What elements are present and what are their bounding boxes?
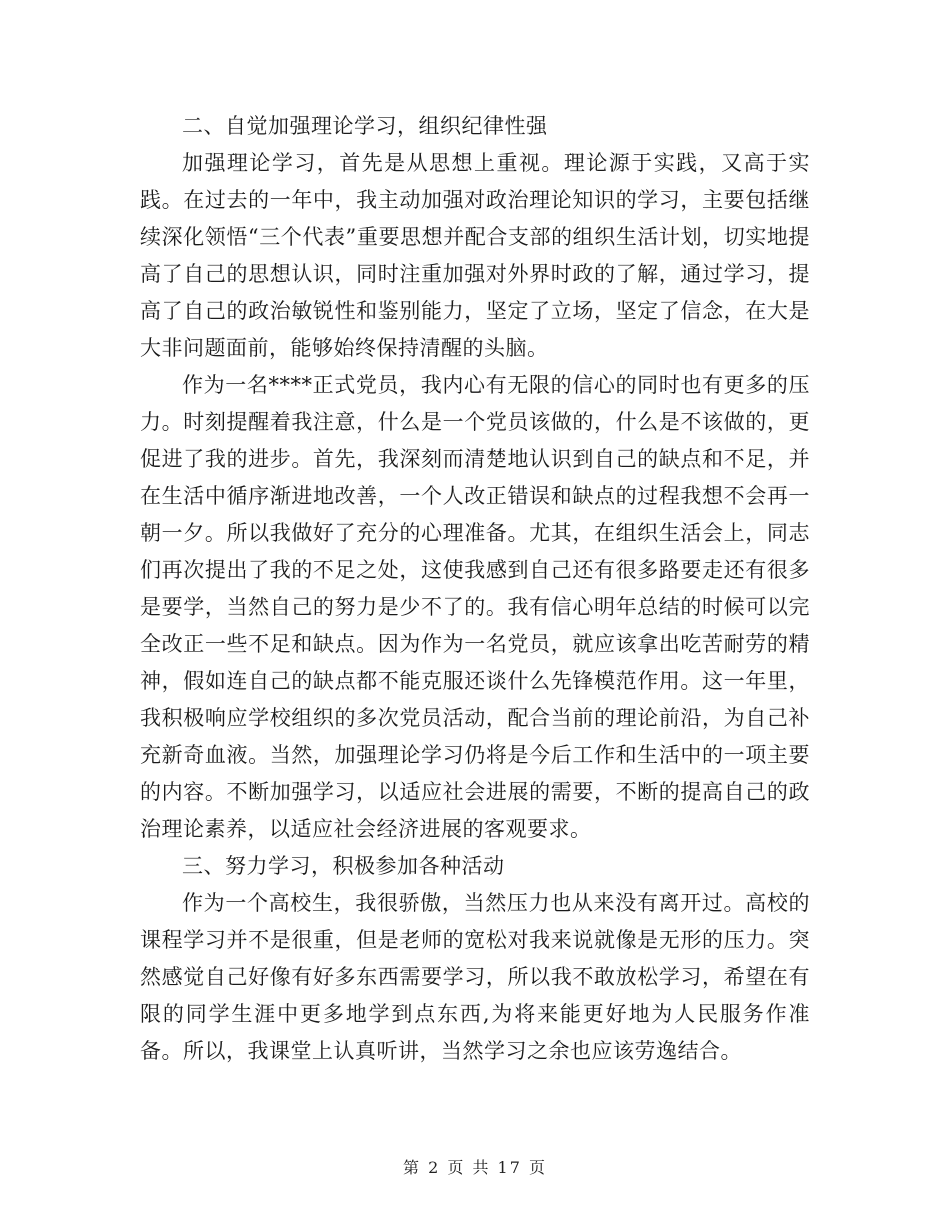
document-body: [140, 108, 810, 1070]
paragraph-college-study: 作为一个高校生，我很骄傲，当然压力也从来没有离开过。高校的课程学习并不是很重，但是老师的宽松对我来说就像是无形的压力。突然感觉自己好像有好多东西需要学习，所以我不敢放松学习，希望在有限的同学生涯中更多地学到点东西,为将来能更好地为人民服务作准备。所以，我课堂上认真听讲，当然学习之余也应该劳逸结合。: [140, 891, 810, 1063]
section-heading-2: 二、自觉加强理论学习，组织纪律性强: [182, 114, 548, 138]
page-number-footer: 第 2 页 共 17 页: [403, 1158, 547, 1177]
paragraph-party-member: 作为一名****正式党员，我内心有无限的信心的同时也有更多的压力。时刻提醒着我注意，什么是一个党员该做的，什么是不该做的，更促进了我的进步。首先，我深刻而清楚地认识到自己的缺点和不足，并在生活中循序渐进地改善，一个人改正错误和缺点的过程我想不会再一朝一夕。所以我做好了充分的心理准备。尤其，在组织生活会上，同志们再次提出了我的不足之处，这使我感到自己还有很多路要走还有很多是要学，当然自己的努力是少不了的。我有信心明年总结的时候可以完全改正一些不足和缺点。因为作为一名党员，就应该拿出吃苦耐劳的精神，假如连自己的缺点都不能克服还谈什么先锋模范作用。这一年里，我积极响应学校组织的多次党员活动，配合当前的理论前沿，为自己补充新奇血液。当然，加强理论学习仍将是今后工作和生活中的一项主要的内容。不断加强学习，以适应社会进展的需要，不断的提高自己的政治理论素养，以适应社会经济进展的客观要求。: [140, 373, 810, 841]
paragraph-theory-study: 加强理论学习，首先是从思想上重视。理论源于实践，又高于实践。在过去的一年中，我主动加强对政治理论知识的学习，主要包括继续深化领悟“三个代表”重要思想并配合支部的组织生活计划，切实地提高了自己的思想认识，同时注重加强对外界时政的了解，通过学习，提高了自己的政治敏锐性和鉴别能力，坚定了立场，坚定了信念，在大是大非问题面前，能够始终保持清醒的头脑。: [140, 151, 810, 360]
section-heading-3: 三、努力学习，积极参加各种活动: [182, 854, 505, 878]
